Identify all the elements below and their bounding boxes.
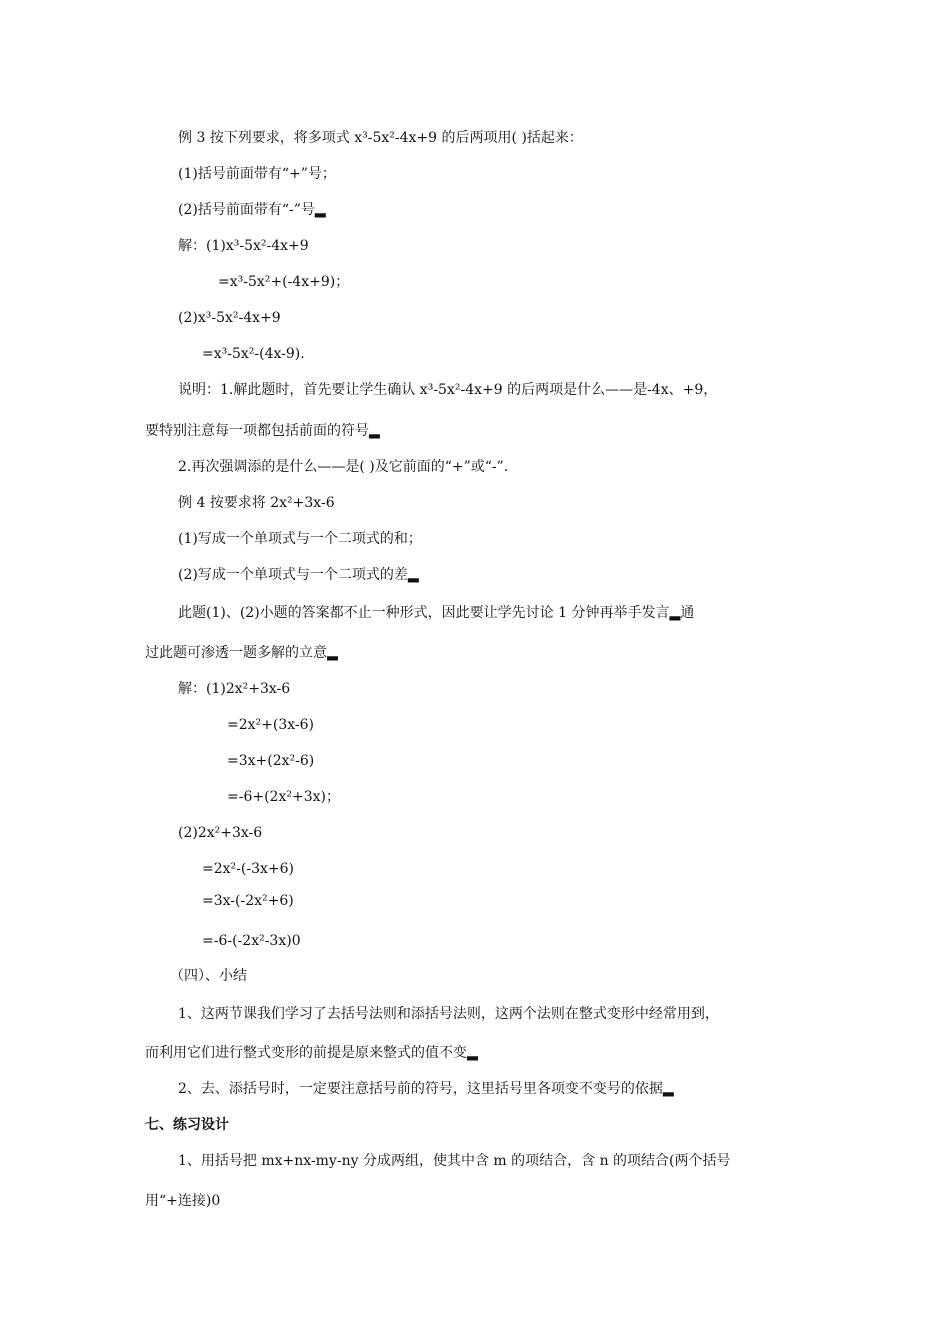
summary-1-line-2: 而利用它们进行整式变形的前提是原来整式的值不变▂ (145, 1045, 478, 1061)
example-3-heading: 例 3 按下列要求，将多项式 x³-5x²-4x+9 的后两项用( )括起来： (178, 130, 583, 146)
section-7-heading: 七、练习设计 (145, 1117, 229, 1133)
solution-2-line-1: (2)x³-5x²-4x+9 (178, 310, 281, 326)
example-4-req-1: (1)写成一个单项式与一个二项式的和； (178, 531, 422, 547)
solution-2-line-2: =x³-5x²-(4x-9). (202, 346, 305, 362)
ex4-solution-1-line-3: =3x+(2x²-6) (227, 753, 315, 769)
ex4-solution-2-line-1: (2)2x²+3x-6 (178, 825, 263, 841)
ex4-solution-1-line-1: 解：(1)2x²+3x-6 (178, 681, 291, 697)
solution-1-line-2: =x³-5x²+(-4x+9)； (218, 274, 350, 290)
ex4-solution-2-line-4: =-6-(-2x²-3x)0 (202, 933, 301, 949)
exercise-1-line-1: 1、用括号把 mx+nx-my-ny 分成两组，使其中含 m 的项结合，含 n 的项结合(两个括号 (178, 1153, 731, 1169)
ex4-solution-2-line-3: =3x-(-2x²+6) (202, 893, 294, 909)
example-4-heading: 例 4 按要求将 2x²+3x-6 (178, 495, 335, 511)
note-1-line-1: 说明：1.解此题时，首先要让学生确认 x³-5x²-4x+9 的后两项是什么——是-4x、+9， (178, 382, 718, 398)
ex4-solution-1-line-4: =-6+(2x²+3x)； (227, 789, 340, 805)
requirement-1: (1)括号前面带有“+”号； (178, 166, 336, 182)
summary-2: 2、去、添括号时，一定要注意括号前的符号，这里括号里各项变不变号的依据▂ (178, 1081, 674, 1097)
discussion-line-2: 过此题可渗透一题多解的立意▂ (145, 645, 338, 661)
note-2: 2.再次强调添的是什么——是( )及它前面的“+”或“-”. (178, 459, 509, 475)
requirement-2: (2)括号前面带有“-”号▂ (178, 202, 326, 218)
discussion-line-1: 此题(1)、(2)小题的答案都不止一种形式，因此要让学先讨论 1 分钟再举手发言▂通 (178, 605, 695, 621)
exercise-1-line-2: 用“+连接)0 (145, 1193, 221, 1209)
note-1-line-2: 要特别注意每一项都包括前面的符号▂ (145, 423, 380, 439)
summary-1-line-1: 1、这两节课我们学习了去括号法则和添括号法则，这两个法则在整式变形中经常用到， (178, 1006, 719, 1022)
ex4-solution-1-line-2: =2x²+(3x-6) (227, 717, 314, 733)
ex4-solution-2-line-2: =2x²-(-3x+6) (202, 861, 294, 877)
solution-1-line-1: 解：(1)x³-5x²-4x+9 (178, 238, 309, 254)
summary-heading: （四）、小结 (170, 968, 247, 984)
example-4-req-2: (2)写成一个单项式与一个二项式的差▂ (178, 567, 419, 583)
